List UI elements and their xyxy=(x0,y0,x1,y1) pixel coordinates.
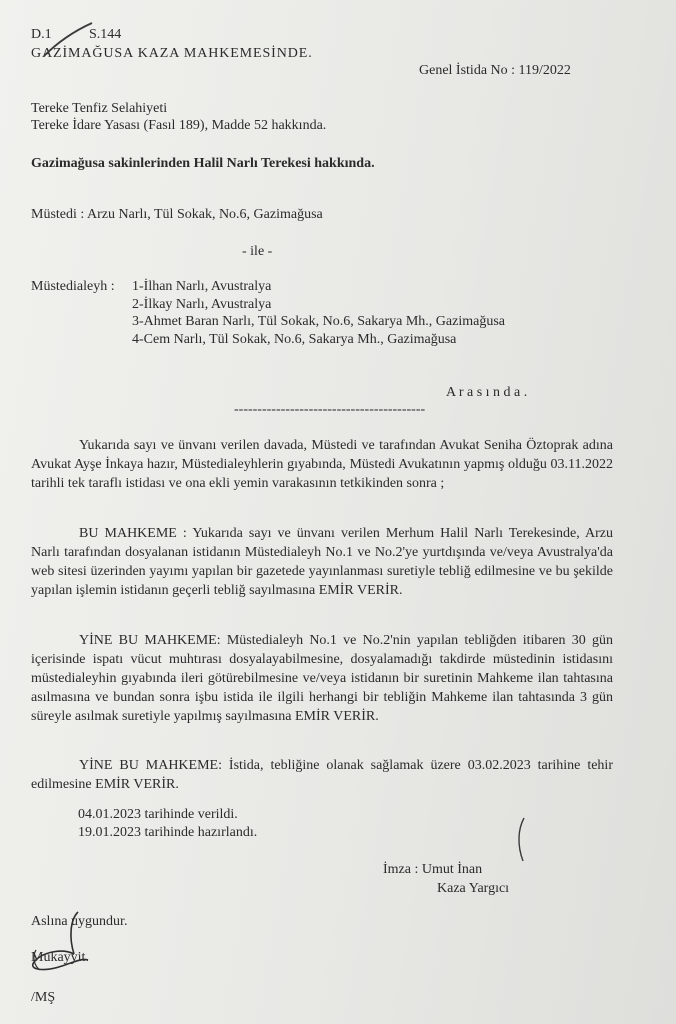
judge-signature-mark xyxy=(512,815,532,865)
document-reference: D.1 xyxy=(31,27,52,42)
case-number: Genel İstida No : 119/2022 xyxy=(419,63,571,78)
initials: /MŞ xyxy=(31,990,56,1005)
subject-heading: Gazimağusa sakinlerinden Halil Narlı Terekesi hakkında. xyxy=(31,156,375,171)
divider-line: ----------------------------------------- xyxy=(234,402,426,417)
respondent-1: 1-İlhan Narlı, Avustralya xyxy=(132,279,272,294)
court-name: GAZİMAĞUSA KAZA MAHKEMESİNDE. xyxy=(31,46,313,61)
certified-copy-label: Aslına uygundur. xyxy=(31,914,128,929)
between-label: A r a s ı n d a . xyxy=(446,385,528,400)
subject-line-2: Tereke İdare Yasası (Fasıl 189), Madde 52 hakkında. xyxy=(31,118,327,133)
handwritten-slash-mark xyxy=(38,20,98,60)
signature-line: İmza : Umut İnan xyxy=(383,862,483,877)
date-prepared: 19.01.2023 tarihinde hazırlandı. xyxy=(78,825,258,840)
with-separator: - ile - xyxy=(242,244,273,259)
certifier-signature-mark xyxy=(22,908,112,988)
respondent-2: 2-İlkay Narlı, Avustralya xyxy=(132,297,272,312)
respondents-label: Müstedialeyh : xyxy=(31,279,115,294)
respondent-4: 4-Cem Narlı, Tül Sokak, No.6, Sakarya Mh., Gazimağusa xyxy=(132,332,457,347)
applicant-line: Müstedi : Arzu Narlı, Tül Sokak, No.6, Gazimağusa xyxy=(31,207,323,222)
paragraph-3: YİNE BU MAHKEME: Müstedialeyh No.1 ve No.2'nin yapılan tebliğden itibaren 30 gün içerisinde ispatı vücut muhtırası dosyalayabilmesine, dosyalamadığı takdirde müstedinin istidasını müstedialeyhin gıyabında ileri götürebilmesine ve/veya istidanın bir suretinin Mahkeme ilan tahtasına asılmasına ve bundan sonra işbu istida ile ilgili herhangi bir tebliğin Mahkeme ilan tahtasında 3 gün süreyle asılmak suretiyle yapılmış sayılmasına EMİR VERİR. xyxy=(31,633,613,724)
date-given: 04.01.2023 tarihinde verildi. xyxy=(78,807,238,822)
certifier-label: Mukayyit. xyxy=(31,950,89,965)
paragraph-2: BU MAHKEME : Yukarıda sayı ve ünvanı verilen Merhum Halil Narlı Terekesinde, Arzu Narlı tarafından dosyalanan istidanın Müstedialeyh No.1 ve No.2'ye yurtdışında ve/veya Avustralya'da web sitesi üzerinden yayımı yapılan bir gazetede yayınlanması suretiyle tebliğ edilmesine ve bu şekilde yapılan işlemin istidanın geçerli tebliğ sayılmasına EMİR VERİR. xyxy=(31,526,613,598)
paragraph-4: YİNE BU MAHKEME: İstida, tebliğine olanak sağlamak üzere 03.02.2023 tarihine tehir edilmesine EMİR VERİR. xyxy=(31,758,613,792)
respondent-3: 3-Ahmet Baran Narlı, Tül Sokak, No.6, Sakarya Mh., Gazimağusa xyxy=(132,314,505,329)
page-reference: S.144 xyxy=(89,27,122,42)
signature-title: Kaza Yargıcı xyxy=(437,881,510,896)
subject-line-1: Tereke Tenfiz Selahiyeti xyxy=(31,101,168,116)
paragraph-1: Yukarıda sayı ve ünvanı verilen davada, Müstedi ve tarafından Avukat Seniha Öztoprak adına Avukat Ayşe İnkaya hazır, Müstedialeyhlerin gıyabında, Müstedi Avukatının yapmış olduğu 03.11.2022 tarihli tek taraflı istidası ve ona ekli yemin varakasının tetkikinden sonra ; xyxy=(31,438,613,491)
